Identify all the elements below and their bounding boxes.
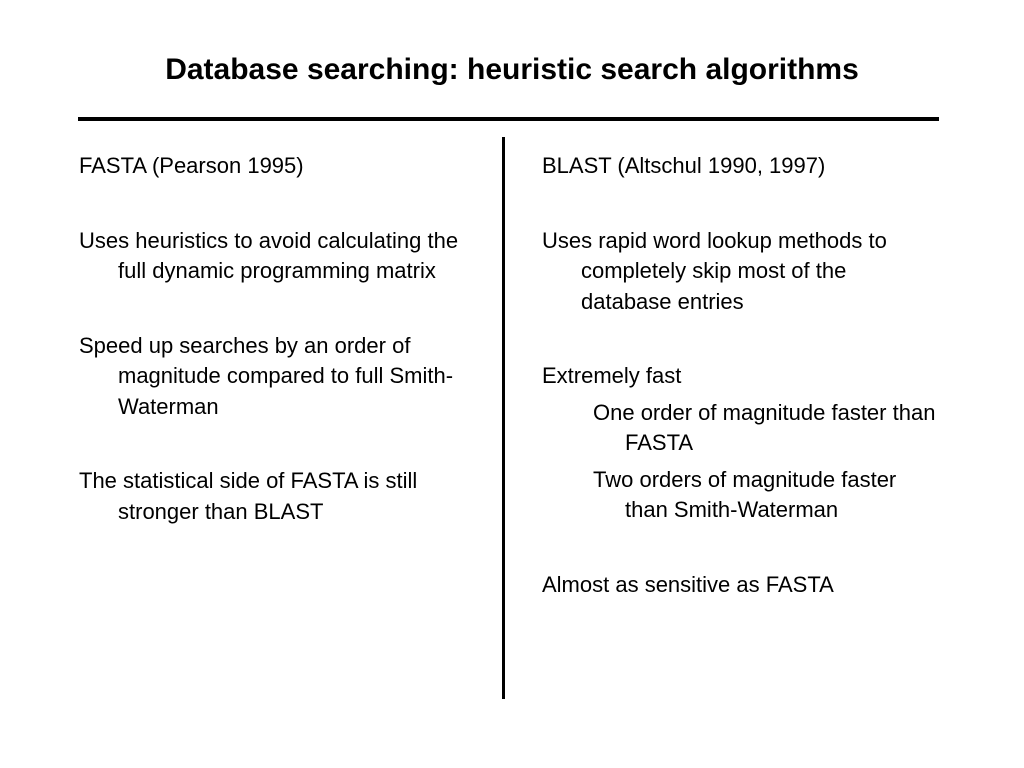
- blast-point-word-lookup: Uses rapid word lookup methods to completely skip most of the database entries: [542, 227, 887, 314]
- fasta-column: [79, 151, 484, 571]
- blast-column: [542, 151, 942, 644]
- fasta-point-heuristics: Uses heuristics to avoid calculating the full dynamic programming matrix: [79, 227, 459, 283]
- blast-subpoint-vs-fasta: One order of magnitude faster than FASTA: [593, 399, 936, 455]
- fasta-heading: FASTA (Pearson 1995): [79, 153, 304, 178]
- slide-title: Database searching: heuristic search algorithms: [165, 53, 859, 86]
- blast-heading: BLAST (Altschul 1990, 1997): [542, 153, 826, 178]
- fasta-point-statistics: The statistical side of FASTA is still stronger than BLAST: [79, 468, 418, 524]
- blast-point-fast: Extremely fast: [542, 363, 682, 388]
- column-divider: [502, 137, 505, 699]
- fasta-point-speed: Speed up searches by an order of magnitude compared to full Smith-Waterman: [79, 332, 454, 419]
- blast-point-sensitivity: Almost as sensitive as FASTA: [542, 571, 834, 597]
- blast-subpoint-vs-smith-waterman: Two orders of magnitude faster than Smith-Waterman: [593, 466, 897, 522]
- title-underline: [78, 117, 939, 121]
